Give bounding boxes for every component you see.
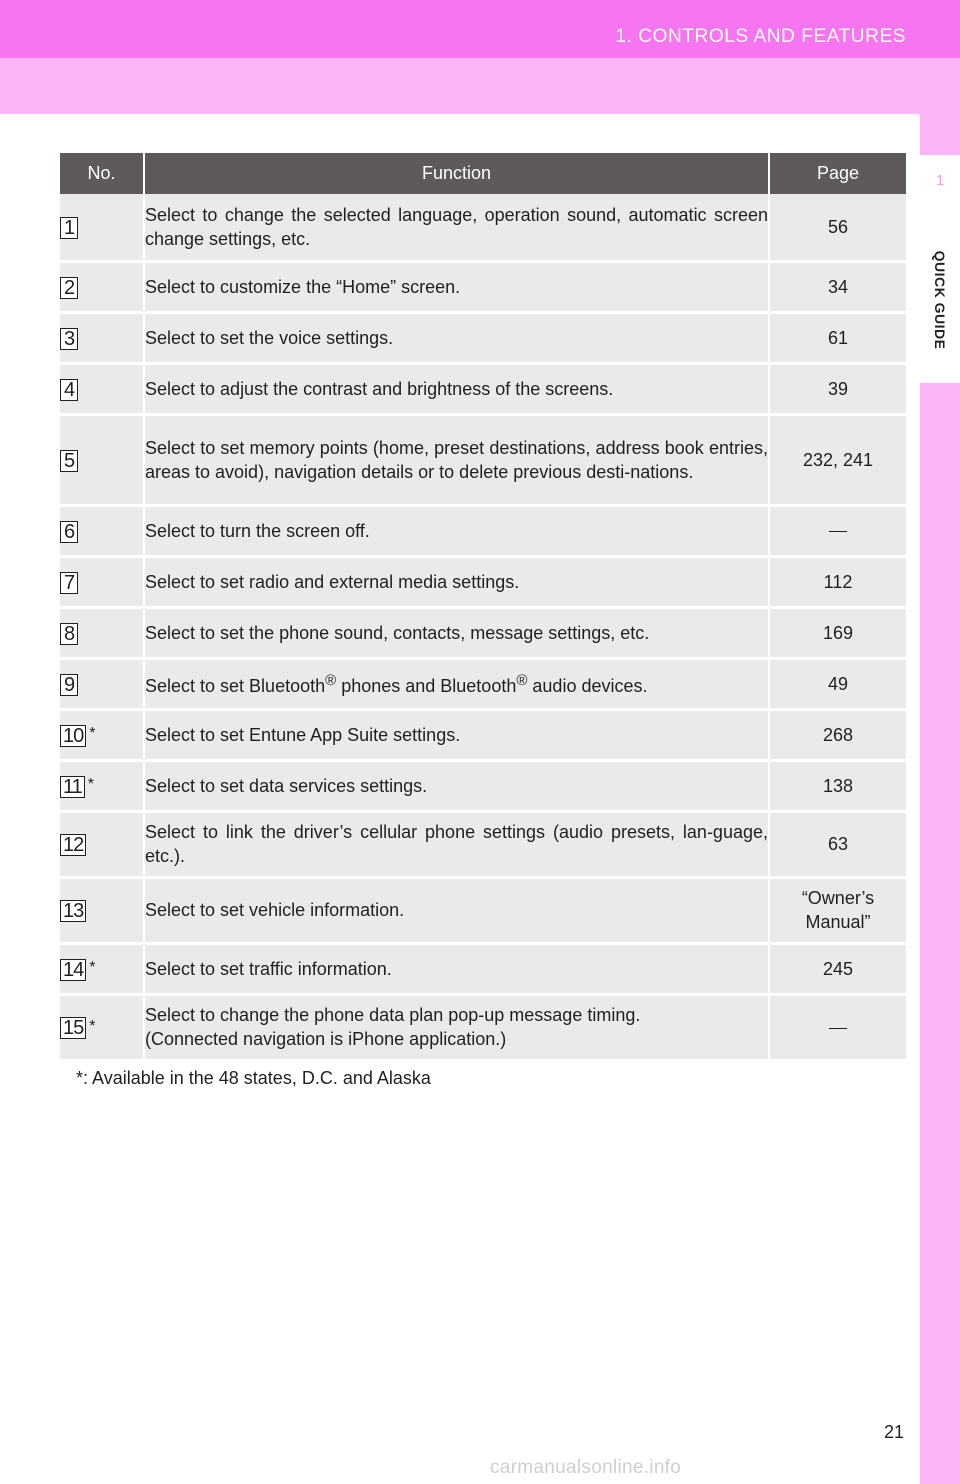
- table-row: [60, 414, 906, 505]
- number-badge: 7: [60, 572, 78, 594]
- number-badge: 12: [60, 834, 86, 856]
- function-cell: Select to customize the “Home” screen.: [144, 261, 769, 312]
- no-page-dash: [829, 531, 847, 532]
- row-number: [60, 414, 144, 505]
- row-number: [60, 312, 144, 363]
- function-cell: Select to adjust the contrast and brightness of the screens.: [144, 363, 769, 414]
- row-number: [60, 607, 144, 658]
- table-row: [60, 658, 906, 709]
- page-cell: 63: [769, 811, 906, 877]
- row-number: [60, 194, 144, 261]
- function-text: Select to set Bluetooth: [145, 676, 326, 696]
- table-row: [60, 877, 906, 943]
- page-cell: 39: [769, 363, 906, 414]
- page-text: “Owner’s: [801, 888, 875, 908]
- page-cell: 56: [769, 194, 906, 261]
- row-number: [60, 709, 144, 760]
- row-number: [60, 877, 144, 943]
- table-row: [60, 194, 906, 261]
- function-cell: [144, 994, 769, 1060]
- number-badge: 14: [60, 959, 86, 981]
- chapter-number: 1: [935, 172, 945, 189]
- page-cell: [769, 994, 906, 1060]
- function-text: (Connected navigation is iPhone application.): [145, 1029, 507, 1049]
- header-function: Function: [144, 153, 769, 194]
- page-cell: [769, 505, 906, 556]
- function-cell: Select to set traffic information.: [144, 943, 769, 994]
- number-badge: 5: [60, 450, 78, 472]
- quick-guide-tab[interactable]: QUICK GUIDE: [932, 250, 948, 350]
- row-number: [60, 505, 144, 556]
- page-cell: 34: [769, 261, 906, 312]
- asterisk-mark: *: [89, 1017, 96, 1035]
- header-band-light: [0, 58, 960, 114]
- asterisk-mark: *: [87, 776, 94, 794]
- asterisk-mark: *: [89, 725, 96, 743]
- table-header-row: [60, 153, 906, 194]
- page-cell: 112: [769, 556, 906, 607]
- number-badge: 9: [60, 674, 78, 696]
- page-cell: 49: [769, 658, 906, 709]
- table-row: [60, 607, 906, 658]
- function-cell: Select to link the driver’s cellular phone settings (audio presets, lan-guage, etc.).: [144, 811, 769, 877]
- function-cell: Select to turn the screen off.: [144, 505, 769, 556]
- table-row: [60, 556, 906, 607]
- number-badge: 11: [60, 776, 85, 798]
- function-cell: Select to set the phone sound, contacts, message settings, etc.: [144, 607, 769, 658]
- registered-mark: ®: [325, 672, 337, 689]
- function-text: audio devices.: [527, 676, 648, 696]
- page-cell: [769, 877, 906, 943]
- table-row: [60, 363, 906, 414]
- watermark: carmanualsonline.info: [490, 1457, 682, 1478]
- page-text: Manual”: [805, 912, 871, 932]
- page-cell: 169: [769, 607, 906, 658]
- function-cell: Select to set Entune App Suite settings.: [144, 709, 769, 760]
- function-cell: [144, 658, 769, 709]
- page-cell: 268: [769, 709, 906, 760]
- number-badge: 15: [60, 1017, 86, 1039]
- row-number: [60, 994, 144, 1060]
- header-page: Page: [769, 153, 906, 194]
- function-cell: Select to set memory points (home, preset destinations, address book entries, areas to avoid), navigation details or to delete previous desti-nations.: [144, 414, 769, 505]
- table-row: [60, 760, 906, 811]
- row-number: [60, 943, 144, 994]
- function-cell: Select to set radio and external media settings.: [144, 556, 769, 607]
- function-text: phones and Bluetooth: [336, 676, 517, 696]
- table-row: [60, 505, 906, 556]
- number-badge: 8: [60, 623, 78, 645]
- number-badge: 2: [60, 277, 78, 299]
- row-number: [60, 811, 144, 877]
- function-cell: Select to change the selected language, operation sound, automatic screen change settings, etc.: [144, 194, 769, 261]
- page-cell: 232, 241: [769, 414, 906, 505]
- row-number: [60, 760, 144, 811]
- row-number: [60, 556, 144, 607]
- number-badge: 3: [60, 328, 78, 350]
- table-row: [60, 312, 906, 363]
- header-no: No.: [60, 153, 144, 194]
- number-badge: 10: [60, 725, 86, 747]
- row-number: [60, 658, 144, 709]
- page-number: 21: [883, 1422, 904, 1442]
- page-cell: 61: [769, 312, 906, 363]
- table-row: [60, 811, 906, 877]
- number-badge: 1: [60, 217, 78, 239]
- page-cell: 245: [769, 943, 906, 994]
- table-row: [60, 943, 906, 994]
- registered-mark: ®: [516, 672, 528, 689]
- function-cell: Select to set vehicle information.: [144, 877, 769, 943]
- asterisk-mark: *: [89, 959, 96, 977]
- row-number: [60, 261, 144, 312]
- number-badge: 4: [60, 379, 78, 401]
- number-badge: 13: [60, 900, 86, 922]
- footnote: *: Available in the 48 states, D.C. and Alaska: [76, 1068, 431, 1088]
- function-text: Select to change the phone data plan pop-up message timing.: [145, 1005, 641, 1025]
- table-row: [60, 709, 906, 760]
- table-row: [60, 261, 906, 312]
- page-cell: 138: [769, 760, 906, 811]
- no-page-dash: [829, 1028, 847, 1029]
- section-title: 1. CONTROLS AND FEATURES: [615, 26, 906, 47]
- number-badge: 6: [60, 521, 78, 543]
- function-table: [60, 153, 906, 1062]
- function-cell: Select to set the voice settings.: [144, 312, 769, 363]
- table-row: [60, 994, 906, 1060]
- row-number: [60, 363, 144, 414]
- function-cell: Select to set data services settings.: [144, 760, 769, 811]
